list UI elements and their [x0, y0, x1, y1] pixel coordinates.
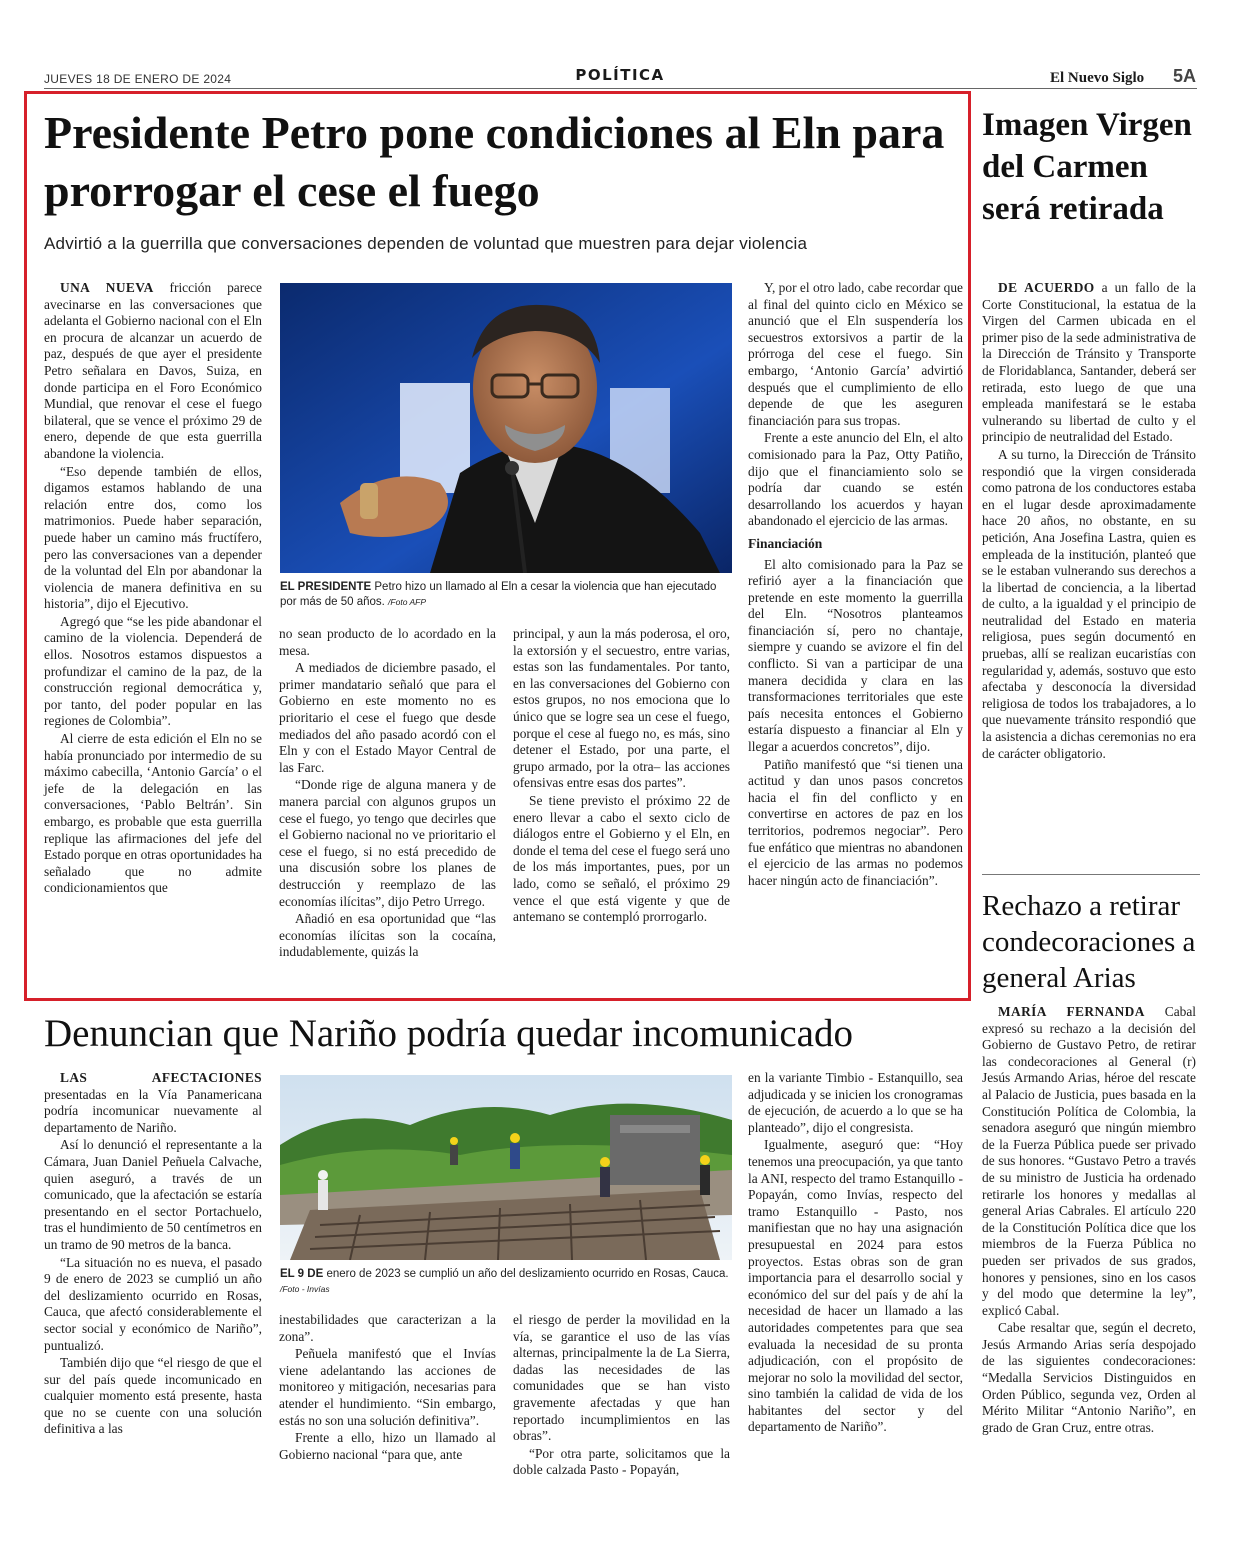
second-column-3: [513, 1312, 730, 1480]
second-photo-caption: EL 9 DE enero de 2023 se cumplió un año del deslizamiento ocurrido en Rosas, Cauca. /Foto - Invías: [280, 1268, 729, 1294]
second-col4-para-1: en la variante Timbio - Estanquillo, sea adjudicada y se inicien los cronogramas de ejecución, de acuerdo a lo que se ha planteado”, dijo el congresista.: [748, 1070, 963, 1135]
second-col2-para-1: inestabilidades que caracterizan a la zona”.: [279, 1312, 496, 1344]
page-number: 5A: [1173, 66, 1197, 86]
second-col2-para-2: Peñuela manifestó que el Invías viene adelantando las acciones de monitoreo y mitigación, necesarias para atender el hundimiento. “Sin embargo, estás no son una solución definitiva”.: [279, 1346, 496, 1428]
side1-para-1: DE ACUERDO a un fallo de la Corte Constitucional, la estatua de la Virgen del Carmen ubicada en el primer piso de la sede administrativa de la Dirección de Tránsito y Transporte de Floridablanca, Santander, deberá ser retirada, esto luego de que una empleada manifestará se le estaba vulnerando su libertad de culto y el principio de neutralidad del Estado.: [982, 280, 1196, 445]
side1-kicker: DE ACUERDO: [998, 280, 1095, 295]
edition-date: JUEVES 18 DE ENERO DE 2024: [44, 72, 232, 86]
second-column-2: [279, 1312, 496, 1464]
lead-col2-para-1: no sean producto de lo acordado en la mesa.: [279, 626, 496, 658]
lead-col2-para-3: “Donde rige de alguna manera y de manera parcial con algunos grupos un cese el fuego, yo tengo que decirles que el Gobierno nacional no ve prioritario el cese el fuego, si no está precedido de una discusión sobre los planes de destrucción y reemplazo de las economías ilícitas”, dijo Petro Urrego.: [279, 777, 496, 909]
lead-column-3: [513, 626, 730, 927]
second-column-4: [748, 1070, 963, 1437]
header-rule: [44, 88, 1197, 89]
second-kicker: LAS AFECTACIONES: [60, 1070, 262, 1085]
side1-headline: Imagen Virgen del Carmen será retirada: [982, 107, 1192, 227]
lead-kicker: UNA NUEVA: [60, 280, 154, 295]
lead-para-2: “Eso depende también de ellos, digamos estamos hablando de una relación entre dos, como los matrimonios. Puede haber separación, puede haber un camino más fructífero, pero las conversaciones van a depender de la voluntad del Eln por abandonar la violencia de manera definitiva en su historia”, dijo el Ejecutivo.: [44, 463, 262, 612]
second-headline: Denuncian que Nariño podría quedar incomunicado: [44, 1012, 853, 1055]
lead-photo-caption: EL PRESIDENTE Petro hizo un llamado al Eln a cesar la violencia que han ejecutado por más de 50 años. /Foto AFP: [280, 581, 717, 608]
side2-para-2: Cabe resaltar que, según el decreto, Jesús Armando Arias sería despojado de las siguientes condecoraciones: “Medalla Servicios Distinguidos en Orden Público, segunda vez, Orden al Mérito Militar “Antonio Nariño”, en grado de Gran Cruz, entre otras.: [982, 1320, 1196, 1435]
second-para-3: “La situación no es nueva, el pasado 9 de enero de 2023 se cumplió un año del deslizamiento ocurrido en Rosas, Cauca, que afectó considerablemente el sector social y económico de Nariño”, puntualizó.: [44, 1254, 262, 1353]
lead-col3-para-1: principal, y aun la más poderosa, el oro, la extorsión y el secuestro, entre varias, estas son las fundamentales. Por tanto, en las conversaciones del Gobierno con estos grupos, no nos emociona que lo único que se logre sea un cese el fuego, porque el cese al fuego no, es más, sino detener el Estado, por una parte, el grupo armado, por la otra– las acciones ofensivas entre esas dos partes”.: [513, 626, 730, 791]
second-para-4: También dijo que “el riesgo de que el sur del país quede incomunicado en cualquier momento está presente, hasta que no se cuente con una solución definitiva a las: [44, 1355, 262, 1437]
lead-col4-para-1: Y, por el otro lado, cabe recordar que al final del quinto ciclo en México se anunció que el Eln suspendería los secuestros extorsivos a partir de la prórroga del cese el fuego. Sin embargo, ‘Antonio García’ advirtió después que el cumplimiento de ello depende de que les aseguren financiación para sus tropas.: [748, 280, 963, 428]
lead-col4-para-4: Patiño manifestó que “si tienen una actitud y dan unos pasos concretos hacia el fin del conflicto y en convertirse en actores de paz en los territorios, podremos negociar”. Pero fue enfático que mientras no abandonen el ejercicio de las armas no podemos hacer ningún acto de financiación”.: [748, 756, 963, 888]
lead-para-3: Agregó que “se les pide abandonar el camino de la violencia. Dependerá de ellos. Nosotros estamos dispuestos a profundizar el camino de la paz, de la construcción regional democrática y, por tanto, del poder popular en las regiones de Colombia”.: [44, 613, 262, 729]
lead-column-4: [748, 280, 963, 890]
second-column-1: [44, 1070, 262, 1439]
side2-headline: Rechazo a retirar condecoraciones a general Arias: [982, 890, 1196, 994]
newspaper-brand: El Nuevo Siglo: [1050, 70, 1145, 86]
second-col2-para-3: Frente a ello, hizo un llamado al Gobierno nacional “para que, ante: [279, 1430, 496, 1462]
side2-kicker: MARÍA FERNANDA: [998, 1004, 1145, 1019]
lead-para-4: Al cierre de esta edición el Eln no se había pronunciado por intermedio de su máximo cabecilla, ‘Antonio García’ o el jefe de la delegación en las conversaciones, ‘Pablo Beltrán’. Sin embargo, es probable que esta guerrilla replique las afirmaciones del jefe del Estado porque en otras oportunidades ha señalado que no admite condicionamientos que: [44, 731, 262, 896]
lead-col2-para-2: A mediados de diciembre pasado, el primer mandatario señaló que para el Gobierno en este momento no es prioritario el cese el fuego que desde mediados del año pasado acordó con el Eln y con el Estado Mayor Central de las Farc.: [279, 660, 496, 775]
lead-para-1: UNA NUEVA fricción parece avecinarse en las conversaciones que adelanta el Gobierno nacional con el Eln en procura de alcanzar un acuerdo de paz, después de que ayer el presidente Petro señalara en Davos, Suiza, en donde participa en el Foro Económico Mundial, que renovar el cese el fuego bilateral, que se vence el próximo 29 de enero, depende de que esta guerrilla abandone la violencia.: [44, 280, 262, 461]
lead-subhead-financiacion: Financiación: [748, 535, 823, 551]
side1-para-2: A su turno, la Dirección de Tránsito respondió que la virgen considerada como patrona de los conductores estaba en el lugar desde aproximadamente hace 20 años, no obstante, en su petición, Ana Josefina Lastra, quien es empleada de la institución, planteó que se le estaban vulnerando sus derechos a la libertad de conciencia, a la libertad de culto, a la igualdad y el principio de neutralidad del Estado en materia religiosa, pues según documentó en pruebas, allí se realizan eucaristías con regularidad y, además, sostuvo que esto afectaba y desconocía la diversidad religiosa de todos los trabajadores, a lo que nuevamente tránsito respondió que la asistencia a dichas ceremonias no era de carácter obligatorio.: [982, 446, 1196, 761]
side2-body: [982, 1004, 1196, 1437]
road-works-photo: [280, 1075, 732, 1260]
lead-subheadline: Advirtió a la guerrilla que conversaciones dependen de voluntad que muestren para dejar violencia: [44, 234, 808, 253]
lead-col2-para-4: Añadió en esa oportunidad que “las economías ilícitas son la cocaína, indudablemente, quizás la: [279, 911, 496, 960]
side1-body: [982, 280, 1196, 763]
second-col4-para-2: Igualmente, aseguró que: “Hoy tenemos una preocupación, ya que tanto la ANI, respecto del tramo Estanquillo -Popayán, como Invías, respecto del tramo Estanquillo - Pasto, nos manifiestan que no hay una asignación presupuestal en 2024 para estos proyectos. Estas obras son de gran importancia para el desarrollo social y económico del sur del país y de ahí la necesidad de hacer un llamado a las autoridades competentes para que sea evaluada la necesidad de su pronta adjudicación, con el propósito de mejorar no solo la movilidad del sector, sino también la calidad de vida de los habitantes del sector y del departamento de Nariño”.: [748, 1137, 963, 1435]
sidebar-divider: [982, 874, 1200, 875]
petro-photo: [280, 283, 732, 573]
lead-column-1: [44, 280, 262, 898]
second-col3-para-1: el riesgo de perder la movilidad en la vía, se garantice el uso de las vías alternas, principalmente la de La Sierra, dadas las necesidades de las comunidades que se han visto gravemente afectadas y que han reportado incumplimientos en las obras”.: [513, 1312, 730, 1444]
lead-photo-credit: /Foto AFP: [388, 597, 426, 607]
lead-col3-para-2: Se tiene previsto el próximo 22 de enero llevar a cabo el sexto ciclo de diálogos entre el Gobierno y el Eln, en donde el tema del cese el fuego será uno de los más importantes, pues, por un lado, como se señaló, el próximo 29 vence el que está vigente y que de antemano se contempló prorrogarlo.: [513, 792, 730, 925]
section-name: POLÍTICA: [575, 66, 665, 84]
second-para-2: Así lo denunció el representante a la Cámara, Juan Daniel Peñuela Calvache, quien aseguró, a través de un comunicado, que la afectación se estaría presentando en el sector Portachuelo, tras el hundimiento de 50 centímetros en un tramo de 90 metros de la banca.: [44, 1137, 262, 1252]
lead-column-2: [279, 626, 496, 962]
second-photo-credit: /Foto - Invías: [280, 1284, 330, 1294]
lead-headline: Presidente Petro pone condiciones al Eln para prorrogar el cese el fuego: [44, 107, 945, 216]
lead-col4-para-3: El alto comisionado para la Paz se refirió ayer a la financiación que pretende en este momento la guerrilla del Eln. “Nosotros planteamos financiación sí, pero no chantaje, siempre y cuando se avizore el fin del conflicto. Si van a participar de una manera decidida y clara en las transformaciones territoriales que este país necesita entonces el Gobierno estaría dispuesto a financiar al Eln y llegar a acuerdos concretos”, dijo.: [748, 556, 963, 755]
second-col3-para-2: “Por otra parte, solicitamos que la doble calzada Pasto - Popayán,: [513, 1445, 730, 1478]
second-para-1: LAS AFECTACIONES presentadas en la Vía Panamericana podría incomunicar nuevamente al departamento de Nariño.: [44, 1070, 262, 1135]
side2-para-1: MARÍA FERNANDA Cabal expresó su rechazo a la decisión del Gobierno de Gustavo Petro, de retirar las condecoraciones al General (r) Jesús Armando Arias, héroe del rescate al Palacio de Justicia, pues basada en la Constitución Política de Colombia, la senadora aseguró que ningún miembro de la Fuerza Pública puede ser privado de sus honores. “Gustavo Petro a través de su ministro de Justicia ha ordenado retirarle los honores y medallas al general Arias Cabrales. El artículo 220 de la Constitución Política dice que los miembros de la Fuerza Pública no pueden ser privados de sus grados, honores y pensiones, sino en los casos y del modo que determine la ley”, explicó Cabal.: [982, 1004, 1196, 1318]
lead-col4-para-2: Frente a este anuncio del Eln, el alto comisionado para la Paz, Otty Patiño, dijo que el financiamiento solo se podría dar cuando se estén desarrollando los acuerdos y hayan abandonado el ejercicio de las armas.: [748, 430, 963, 529]
